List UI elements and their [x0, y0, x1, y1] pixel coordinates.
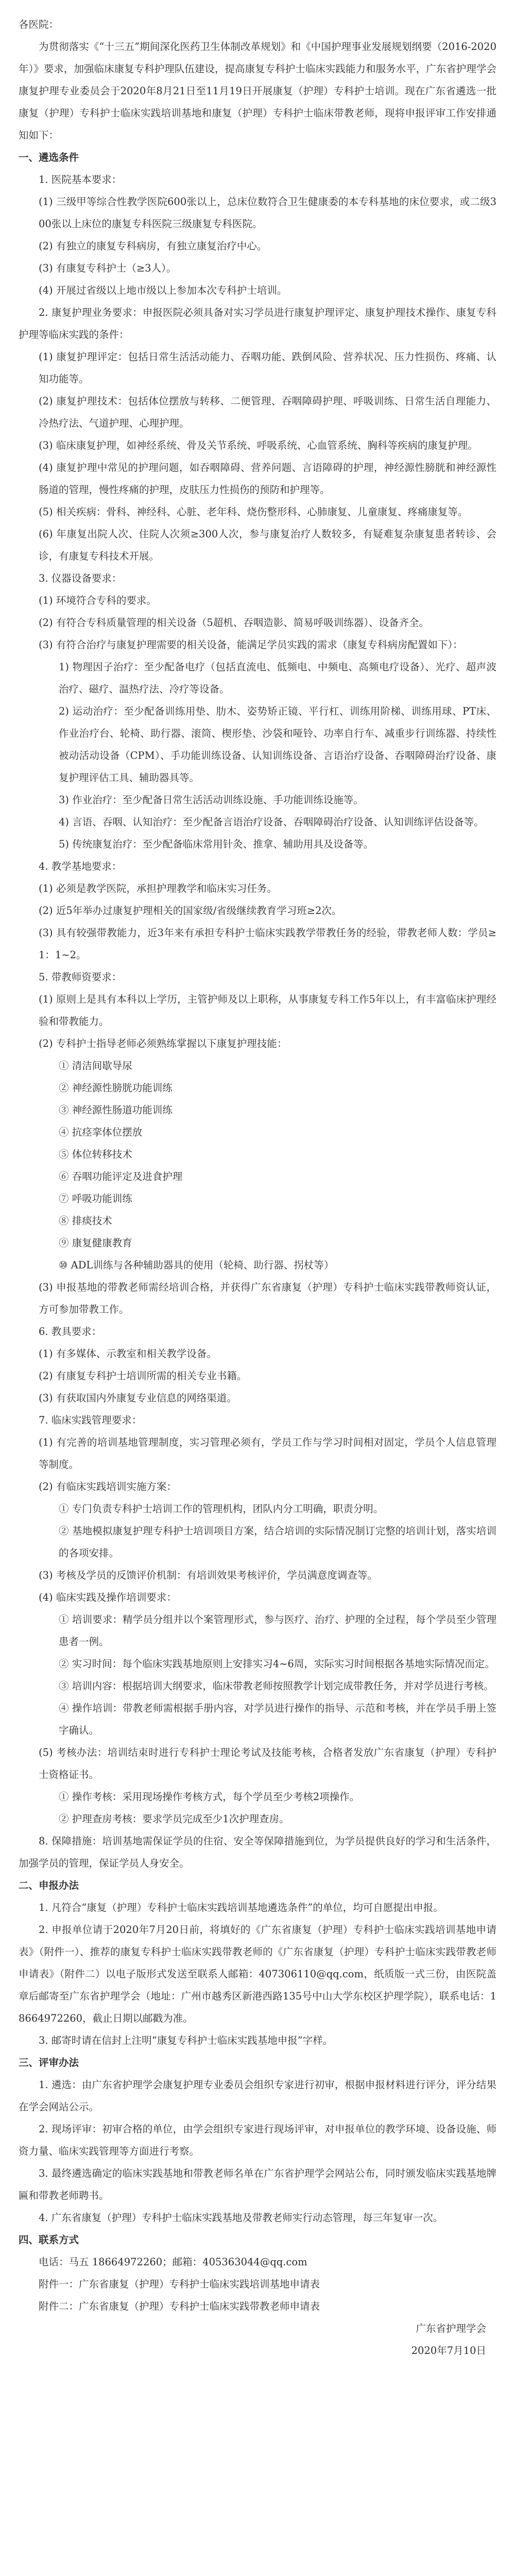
management-req-2a: ① 专门负责专科护士培训工作的管理机构，团队内分工明确，职责分明。 — [59, 1503, 384, 1515]
rehab-business-title: 2. 康复护理业务要求： — [39, 307, 143, 318]
skill-item-9: ⑨ 康复健康教育 — [59, 1237, 132, 1249]
review-item-3: 3. 最终遴选确定的临床实践基地和带教老师名单在广东省护理学会网站公布，同时颁发临床实践基地牌匾和带教老师聘书。 — [19, 2167, 496, 2201]
apply-item-1: 1. 凡符合“康复（护理）专科护士临床实践培训基地遴选条件”的单位，均可自愿提出申报。 — [39, 1902, 443, 1913]
subsection-teaching-aids: 6. 教具要求： — [39, 1326, 102, 1337]
skill-item-8: ⑧ 排痰技术 — [59, 1215, 112, 1227]
management-req-3: (3) 考核及学员的反馈评价机制：有培训效果考核评价，学员满意度调查等。 — [39, 1569, 377, 1581]
salutation: 各医院： — [19, 19, 59, 30]
apply-item-3: 3. 邮寄时请在信封上注明“康复专科护士临床实践基地申报”字样。 — [39, 2035, 333, 2046]
attachment-1: 附件一：广东省康复（护理）专科护士临床实践培训基地申请表 — [39, 2278, 320, 2290]
subsection-teaching-base: 4. 教学基地要求： — [39, 860, 122, 872]
apply-item-2: 2. 申报单位请于2020年7月20日前，将填好的《广东省康复（护理）专科护士临床实践培训基地申请表》（附件一）、推荐的康复专科护士临床实践带教老师的《广东省康复（护理）专科护士临床实践带教老师申请表》（附件二）以电子版形式发送至联系人邮箱：407306110@qq.com，纸质版一式三份，由医院盖章后邮寄至广东省护理学会（地址：广州市越秀区新港西路135号中山大学东校区护理学院），联系电话：18664972260，截止日期以邮戳为准。 — [19, 1924, 496, 2024]
assessment-req: (5) 考核办法：培训结束时进行专科护士理论考试及技能考核，合格者发放广东省康复（护理）专科护士资格证书。 — [39, 1747, 496, 1781]
section-heading-3: 三、评审办法 — [19, 2057, 79, 2069]
review-item-1: 1. 遴选：由广东省护理学会康复护理专业委员会组织专家进行初审，根据申报材料进行评分，评分结果在学会网站公示。 — [19, 2079, 496, 2113]
assessment-item-1: ① 操作考核：采用现场操作考核方式，每个学员至少考核2项操作。 — [59, 1791, 360, 1803]
hospital-req-1: (1) 三级甲等综合性教学医院600张以上，总床位数符合卫生健康委的本专科基地的床位要求，或二级300张以上床位的康复专科医院三级康复专科医院。 — [39, 196, 496, 230]
equipment-item-1: 1) 物理因子治疗：至少配备电疗（包括直流电、低频电、中频电、高频电疗设备）、光疗、超声波治疗、磁疗、温热疗法、冷疗等设备。 — [59, 661, 496, 695]
attachment-2: 附件二：广东省康复（护理）专科护士临床实践带教老师申请表 — [39, 2300, 320, 2312]
rehab-req-3: (3) 临床康复护理，如神经系统、骨及关节系统、呼吸系统、心血管系统、胸科等疾病的康复护理。 — [39, 439, 478, 451]
aids-req-1: (1) 有多媒体、示教室和相关教学设备。 — [39, 1348, 217, 1360]
signature-date: 2020年7月10日 — [411, 2345, 486, 2357]
subsection-equipment: 3. 仪器设备要求： — [39, 572, 122, 584]
teaching-req-2: (2) 近5年举办过康复护理相关的国家级/省级继续教育学习班≥2次。 — [39, 905, 342, 917]
management-req-4: (4) 临床实践及操作培训要求： — [39, 1591, 177, 1603]
rehab-req-2: (2) 康复护理技术：包括体位摆放与转移、二便管理、吞咽障碍护理、呼吸训练、日常生活自理能力、冷热疗法、气道护理、心理护理。 — [39, 395, 496, 429]
review-item-4: 4. 广东省康复（护理）专科护士临床实践基地及带教老师实行动态管理，每三年复审一次。 — [39, 2212, 443, 2224]
teaching-req-1: (1) 必须是教学医院，承担护理教学和临床实习任务。 — [39, 883, 277, 894]
practice-item-3: ③ 培训内容：根据培训大纲要求，临床带教老师按照教学计划完成带教任务，并对学员进行考核。 — [59, 1680, 494, 1692]
section-heading-2: 二、申报办法 — [19, 1879, 79, 1891]
hospital-req-2: (2) 有独立的康复专科病房，有独立康复治疗中心。 — [39, 240, 267, 252]
subsection-hospital-basic: 1. 医院基本要求： — [39, 174, 122, 185]
rehab-business-text: 申报医院必须具备对实习学员进行康复护理评定、康复护理技术操作、康复专科护理等临床实践的条件： — [19, 307, 496, 341]
practice-item-2: ② 实习时间：每个临床实践基地原则上安排实习4~6周，实际实习时间根据各基地实际情况而定。 — [59, 1658, 495, 1670]
skill-item-2: ② 神经源性膀胱功能训练 — [59, 1082, 173, 1094]
safeguards-text: 培训基地需保证学员的住宿、安全等保障措施到位，为学员提供良好的学习和生活条件，加强学员的管理，保证学员人身安全。 — [19, 1835, 496, 1869]
skill-item-1: ① 清洁间歇导尿 — [59, 1060, 132, 1072]
rehab-req-4: (4) 康复护理中常见的护理问题，如吞咽障碍、营养问题、言语障碍的护理，神经源性膀胱和神经源性肠道的管理，慢性疼痛的护理，皮肤压力性损伤的预防和护理等。 — [39, 462, 496, 496]
subsection-clinical-management: 7. 临床实践管理要求： — [39, 1414, 142, 1426]
aids-req-3: (3) 有获取国内外康复专业信息的网络渠道。 — [39, 1392, 237, 1404]
management-req-1: (1) 有完善的培训基地管理制度，实习管理必须有，学员工作与学习时间相对固定，学员个人信息管理等制度。 — [39, 1436, 496, 1470]
equipment-req-3: (3) 有符合治疗与康复护理需要的相关设备，能满足学员实践的需求（康复专科病房配置如下）： — [39, 639, 463, 651]
contact-line: 电话：马五 18664972260；邮箱：405363044@qq.com — [39, 2256, 307, 2268]
equipment-item-5: 5) 传统康复治疗：至少配备临床常用针灸、推拿、辅助用具及设备等。 — [59, 838, 374, 850]
rehab-req-5: (5) 相关疾病：骨科、神经科、心脏、老年科、烧伤整形科、心肺康复、儿童康复、疼痛康复等。 — [39, 506, 468, 518]
equipment-req-1: (1) 环境符合专科的要求。 — [39, 595, 157, 606]
teaching-req-3: (3) 具有较强带教能力，近3年来有承担专科护士临床实践教学带教任务的经验，带教老师人数：学员≥1：1~2。 — [39, 927, 496, 961]
equipment-item-3: 3) 作业治疗：至少配备日常生活活动训练设施、手功能训练设施等。 — [59, 794, 364, 806]
skill-item-7: ⑦ 呼吸功能训练 — [59, 1193, 132, 1205]
management-req-2: (2) 有临床实践培训实施方案： — [39, 1481, 177, 1493]
intro-paragraph: 为贯彻落实《“十三五”期间深化医药卫生体制改革规划》和《中国护理事业发展规划纲要（2016-2020年）》要求，加强临床康复专科护理队伍建设，提高康复专科护士临床实践能力和服务水平，广东省护理学会康复护理专业委员会于2020年8月21日至11月19日开展康复（护理）专科护士培训。现在广东省遴选一批康复（护理）专科护士临床实践培训基地和康复（护理）专科护士临床带教老师，现将申报评审工作安排通知如下： — [19, 41, 496, 141]
skill-item-5: ⑤ 体位转移技术 — [59, 1148, 132, 1160]
subsection-faculty: 5. 带教师资要求： — [39, 971, 122, 983]
equipment-item-2: 2) 运动治疗：至少配备训练用垫、肋木、姿势矫正镜、平行杠、训练用阶梯、训练用球、PT床、作业治疗台、轮椅、助行器、滚筒、楔形垫、沙袋和哑铃、功率自行车、减重步行训练器、持续性被动活动设备（CPM）、手功能训练设备、认知训练设备、言语治疗设备、吞咽障碍治疗设备、康复护理评估工具、辅助器具等。 — [59, 705, 496, 784]
skill-item-4: ④ 抗痉挛体位摆放 — [59, 1126, 143, 1138]
rehab-req-1: (1) 康复护理评定：包括日常生活活动能力、吞咽功能、跌倒风险、营养状况、压力性损伤、疼痛、认知功能等。 — [39, 351, 496, 385]
faculty-req-1: (1) 原则上是具有本科以上学历，主管护师及以上职称，从事康复专科工作5年以上，有丰富临床护理经验和带教能力。 — [39, 993, 496, 1027]
faculty-req-2: (2) 专科护士指导老师必须熟练掌握以下康复护理技能： — [39, 1038, 287, 1049]
subsection-rehab-business — [19, 301, 496, 346]
management-req-2b: ② 基地模拟康复护理专科护士培训项目方案，结合培训的实际情况制订完整的培训计划，落实培训的各项安排。 — [59, 1525, 496, 1559]
rehab-req-6: (6) 年康复出院人次、住院人次须≥300人次，参与康复治疗人数较多，有疑难复杂康复患者转诊、会诊，有康复专科技术开展。 — [39, 528, 496, 562]
review-item-2: 2. 现场评审：初审合格的单位，由学会组织专家进行现场评审，对申报单位的教学环境、设备设施、师资力量、临床实践管理等方面进行考察。 — [19, 2123, 496, 2157]
subsection-safeguards — [19, 1830, 496, 1874]
skill-item-10: ⑩ ADL训练与各种辅助器具的使用（轮椅、助行器、拐杖等） — [59, 1259, 334, 1271]
safeguards-title: 8. 保障措施： — [39, 1835, 102, 1847]
equipment-req-2: (2) 有符合专科质量管理的相关设备（5超机、吞咽造影、简易呼吸训练器）、设备齐全。 — [39, 617, 429, 629]
section-heading-1: 一、遴选条件 — [19, 151, 79, 163]
assessment-item-2: ② 护理查房考核：要求学员完成至少1次护理查房。 — [59, 1813, 289, 1825]
equipment-item-4: 4) 言语、吞咽、认知治疗：至少配备言语治疗设备、吞咽障碍治疗设备、认知训练评估设备等。 — [59, 816, 484, 828]
skill-item-6: ⑥ 吞咽功能评定及进食护理 — [59, 1171, 183, 1182]
hospital-req-3: (3) 有康复专科护士（≥3人）。 — [39, 262, 177, 274]
signature-org: 广东省护理学会 — [416, 2323, 486, 2334]
skill-item-3: ③ 神经源性肠道功能训练 — [59, 1104, 173, 1116]
practice-item-1: ① 培训要求：精学员分组并以个案管理形式，参与医疗、治疗、护理的全过程，每个学员至少管理患者一例。 — [59, 1614, 496, 1648]
faculty-req-3: (3) 申报基地的带教老师需经培训合格，并获得广东省康复（护理）专科护士临床实践带教师资认证，方可参加带教工作。 — [39, 1281, 496, 1315]
practice-item-4: ④ 操作培训：带教老师需根据手册内容，对学员进行操作的指导、示范和考核，并在学员手册上签字确认。 — [59, 1702, 496, 1736]
aids-req-2: (2) 有康复专科护士培训所需的相关专业书籍。 — [39, 1370, 247, 1382]
hospital-req-4: (4) 开展过省级以上地市级以上参加本次专科护士培训。 — [39, 284, 287, 296]
section-heading-4: 四、联系方式 — [19, 2234, 79, 2246]
